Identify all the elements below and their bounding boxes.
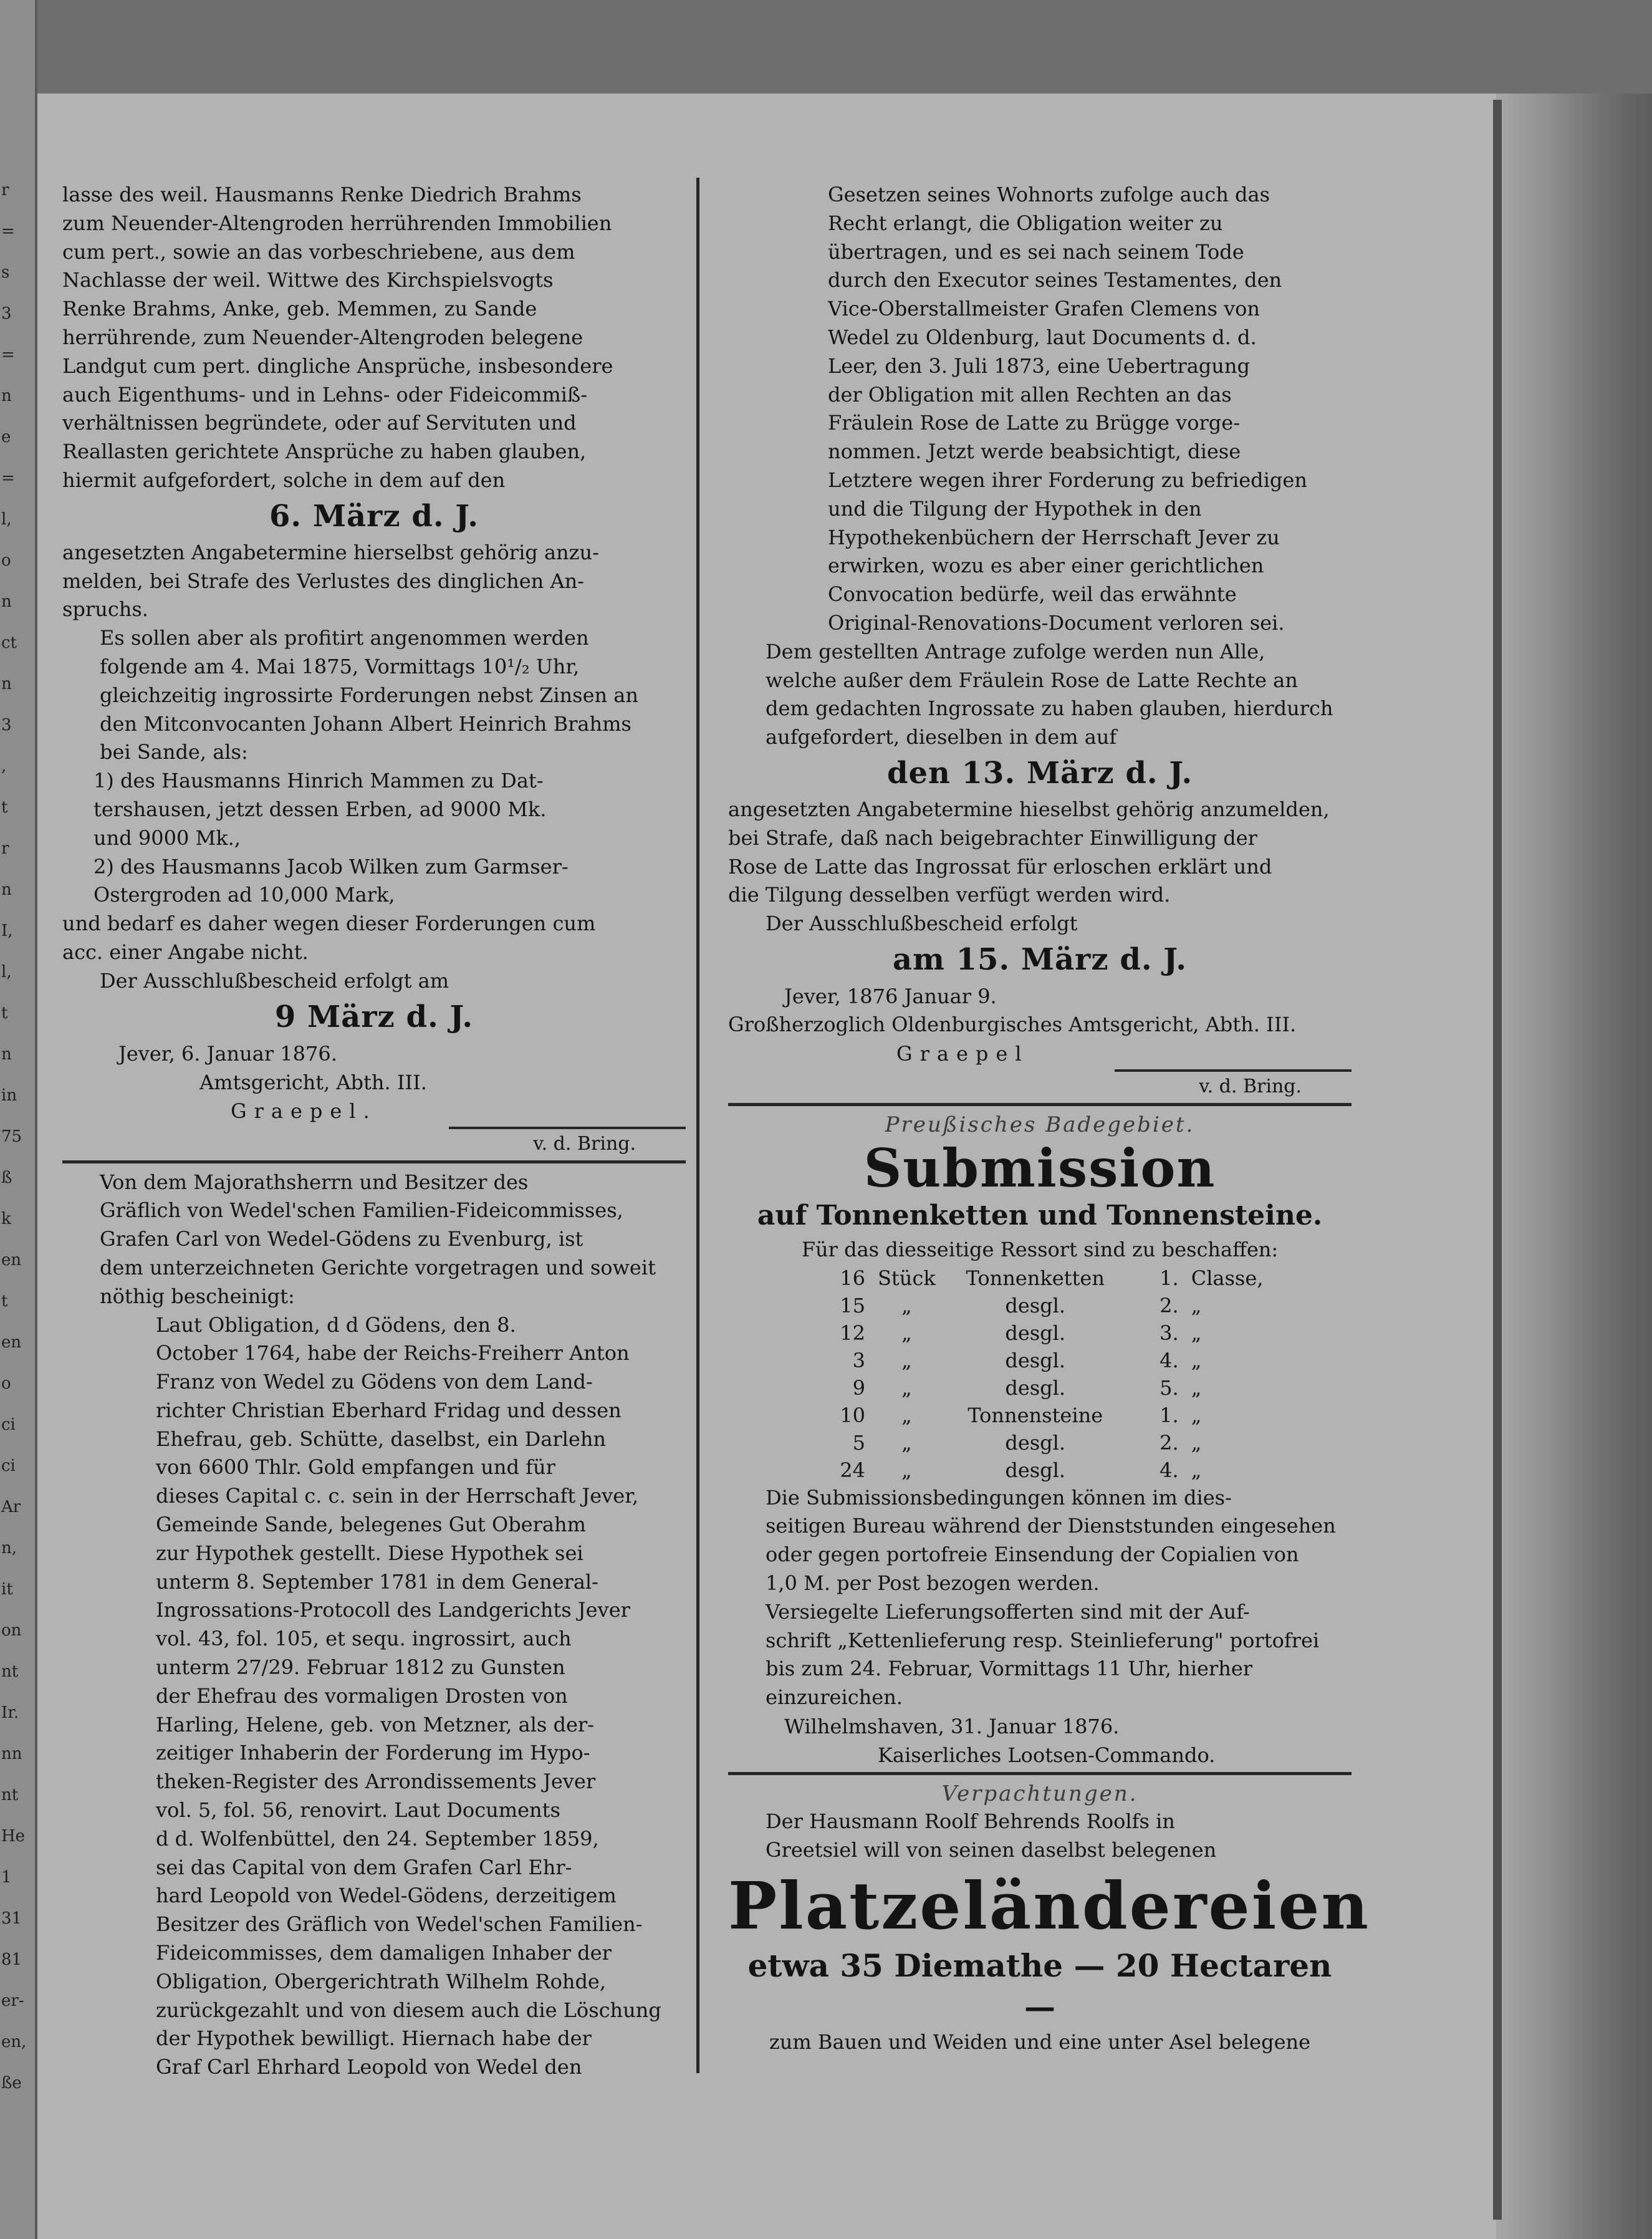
margin-fragment: t [1,1004,8,1023]
right-court: Großherzoglich Oldenburgisches Amtsgericht, Abth. III. [728,1012,1297,1036]
text-line: Rose de Latte das Ingrossat für erloschen erklärt und [728,854,1272,879]
left-item-2 [62,853,686,910]
text-line: bis zum 24. Februar, Vormittags 11 Uhr, hierher [766,1657,1253,1681]
book-gutter [1493,100,1502,2220]
left-date-2: 9 März d. J. [274,999,474,1034]
text-line: herrührende, zum Neuender-Altengroden belegene [62,325,583,349]
margin-fragment: t [1,1292,8,1311]
text-line: die Tilgung desselben verfügt werden wird. [728,883,1171,907]
text-line: Wedel zu Oldenburg, laut Documents d. d. [828,325,1257,349]
table-row [822,1347,1279,1374]
margin-fragment: en [1,1251,22,1269]
margin-fragment: t [1,798,8,817]
margin-fragment: o [1,551,11,570]
text-line: Grafen Carl von Wedel-Gödens zu Evenburg, ist [100,1227,583,1251]
left-item-1 [62,767,686,852]
margin-fragment: = [1,345,15,364]
table-cell-num: 16 [840,1266,865,1290]
text-line: Nachlasse der weil. Wittwe des Kirchspielsvogts [62,268,554,292]
text-line: Letztere wegen ihrer Forderung zu befriedigen [828,468,1307,492]
table-cell-item: desgl. [1005,1348,1066,1372]
text-line: lasse des weil. Hausmanns Renke Diedrich Brahms [62,183,582,206]
table-cell-cls: 2. [1160,1293,1179,1317]
margin-fragment: ß [1,1168,12,1187]
table-cell-num: 3 [852,1348,865,1372]
text-line: Renke Brahms, Anke, geb. Memmen, zu Sande [62,297,537,321]
text-line: Besitzer des Gräflich von Wedel'schen Familien- [156,1912,643,1937]
left-countersign-rule [449,1127,686,1129]
submission-signature: Kaiserliches Lootsen-Commando. [878,1743,1216,1767]
text-line: der Ehefrau des vormaligen Drosten von [156,1683,568,1708]
table-cell-qt: „ [901,1430,912,1455]
text-line: Dem gestellten Antrage zufolge werden nun Alle, [766,639,1265,663]
section-head-badegebiet: Preußisches Badegebiet. [885,1112,1195,1137]
table-row [822,1374,1279,1402]
margin-fragment: e [1,428,11,446]
left-paragraph-2 [62,539,686,624]
text-line: und 9000 Mk., [94,826,241,850]
text-line: hard Leopold von Wedel-Gödens, derzeitigem [156,1884,617,1908]
table-cell-item: Tonnensteine [968,1403,1103,1427]
table-row [822,1264,1279,1292]
right-section-rule-1 [728,1103,1352,1106]
margin-fragment: it [1,1580,13,1599]
right-paragraph-2 [728,638,1352,752]
margin-fragment: s [1,263,10,282]
table-row [822,1319,1279,1347]
text-line: nöthig bescheinigt: [100,1284,295,1308]
text-line: vol. 5, fol. 56, renovirt. Laut Documents [156,1798,560,1822]
table-cell-cls: 3. [1160,1321,1179,1345]
table-cell-cls: 1. [1160,1266,1179,1290]
text-line: dieses Capital c. c. sein in der Herrschaft Jever, [156,1484,639,1508]
text-line: Reallasten gerichtete Ansprüche zu haben glauben, [62,440,587,464]
margin-fragment: ci [1,1457,16,1475]
text-line: zeitiger Inhaberin der Forderung im Hypo- [156,1741,590,1765]
table-cell-item: desgl. [1005,1458,1066,1482]
margin-fragment: r [1,839,9,858]
table-cell-item: desgl. [1005,1375,1066,1400]
margin-fragment: , [1,757,7,776]
text-line: einzureichen. [766,1685,903,1710]
text-line: übertragen, und es sei nach seinem Tode [828,239,1244,264]
text-line: 1,0 M. per Post bezogen werden. [766,1571,1100,1595]
text-line: zurückgezahlt und von diesem auch die Löschung [156,1998,661,2022]
table-row [822,1457,1279,1484]
table-cell-num: 15 [840,1293,865,1317]
text-line: Laut Obligation, d d Gödens, den 8. [156,1312,516,1337]
left-countersign: v. d. Bring. [533,1132,636,1155]
text-line: von 6600 Thlr. Gold empfangen und für [156,1455,555,1480]
text-line: nommen. Jetzt werde beabsichtigt, diese [828,440,1241,464]
margin-fragment: n [1,387,12,405]
text-line: Harling, Helene, geb. von Metzner, als der- [156,1712,594,1736]
last-line: zum Bauen und Weiden und eine unter Asel belegene [769,2030,1311,2054]
text-line: cum pert., sowie an das vorbeschriebene, aus dem [62,239,575,264]
margin-fragment: nt [1,1662,19,1681]
margin-fragment: 81 [1,1950,22,1969]
text-line: unterm 8. September 1781 in dem General- [156,1569,598,1594]
text-line: Die Submissionsbedingungen können im dies- [766,1485,1232,1510]
text-line: Der Hausmann Roolf Behrends Roolfs in [766,1809,1175,1833]
table-cell-qt: „ [901,1403,912,1427]
margin-fragment: n, [1,1539,17,1558]
text-line: October 1764, habe der Reichs-Freiherr Anton [156,1341,630,1365]
text-line: Ingrossations-Protocoll des Landgerichts Jever [156,1598,630,1622]
margin-fragment: 3 [1,304,12,323]
table-cell-qt: Stück [878,1266,936,1290]
submission-intro: Für das diesseitige Ressort sind zu beschaffen: [801,1237,1279,1261]
table-cell-cls: 2. [1160,1430,1179,1455]
margin-fragment: ße [1,2074,22,2092]
text-line: angesetzten Angabetermine hierselbst gehörig anzu- [62,540,599,564]
table-cell-num: 5 [852,1430,865,1455]
column-divider [696,178,699,2073]
right-paragraph-3 [728,796,1352,910]
text-line: Convocation bedürfe, weil das erwähnte [828,582,1237,607]
text-line: erwirken, wozu es aber einer gerichtlichen [828,554,1264,578]
margin-fragment: er- [1,1991,24,2010]
text-line: Obligation, Obergerichtrath Wilhelm Rohde, [156,1969,607,1993]
right-signature: Graepel [896,1041,1029,1066]
margin-fragment: = [1,222,15,241]
margin-fragment: in [1,1086,17,1105]
text-line: gleichzeitig ingrossirte Forderungen nebst Zinsen an [100,683,638,707]
text-line: Graf Carl Ehrhard Leopold von Wedel den [156,2055,582,2079]
submission-title: Submission [863,1137,1216,1199]
text-line: folgende am 4. Mai 1875, Vormittags 10¹/₂ Uhr, [100,654,580,678]
left-paragraph-5 [62,1168,686,1311]
text-line: der Hypothek bewilligt. Hiernach habe der [156,2026,592,2051]
margin-fragment: He [1,1827,26,1846]
text-line: d d. Wolfenbüttel, den 24. September 1859, [156,1826,599,1851]
text-line: zum Neuender-Altengroden herrührenden Immobilien [62,211,612,235]
left-paragraph-6 [62,1311,686,2083]
table-cell-qt: „ [901,1321,912,1345]
left-paragraph-4 [62,910,686,967]
table-row [822,1429,1279,1457]
plat-title: Platzeländereien [728,1867,1371,1945]
text-line: und bedarf es daher wegen dieser Forderungen cum [62,912,596,936]
text-line: melden, bei Strafe des Verlustes des dinglichen An- [62,569,584,593]
text-line: angesetzten Angabetermine hieselbst gehörig anzumelden, [728,797,1330,821]
text-line: 2) des Hausmanns Jacob Wilken zum Garmser- [94,854,569,879]
text-line: spruchs. [62,597,148,622]
text-line: Fideicommisses, dem damaligen Inhaber der [156,1941,612,1965]
text-line: Franz von Wedel zu Gödens von dem Land- [156,1370,593,1394]
table-cell-suf: Classe, [1191,1266,1264,1290]
table-cell-suf: „ [1191,1430,1202,1455]
text-line: seitigen Bureau während der Dienststunden eingesehen [766,1514,1336,1538]
text-line: Original-Renovations-Document verloren sei. [828,610,1285,635]
right-date-1: den 13. März d. J. [886,755,1193,791]
table-cell-cls: 1. [1160,1403,1179,1427]
right-countersign: v. d. Bring. [1199,1075,1302,1097]
margin-fragment: 1 [1,1868,12,1887]
text-line: 1) des Hausmanns Hinrich Mammen zu Dat- [94,769,544,793]
text-line: hiermit aufgefordert, solche in dem auf den [62,468,506,492]
table-cell-item: desgl. [1005,1321,1066,1345]
text-line: bei Sande, als: [100,740,248,764]
margin-fragment: o [1,1374,11,1393]
right-countersign-rule [1115,1069,1352,1072]
table-cell-suf: „ [1191,1321,1202,1345]
table-cell-suf: „ [1191,1293,1202,1317]
text-line: Gesetzen seines Wohnorts zufolge auch das [828,183,1270,206]
text-line: dem gedachten Ingrossate zu haben glauben, hierdurch [766,696,1333,721]
ketten-table [822,1264,1279,1484]
margin-fragment: en, [1,2033,27,2051]
left-paragraph-3 [62,624,686,767]
table-cell-num: 24 [840,1458,865,1482]
facing-page-edge [0,0,35,2239]
margin-fragment: 75 [1,1127,22,1146]
text-line: richter Christian Eberhard Fridag und dessen [156,1398,622,1422]
table-cell-suf: „ [1191,1458,1202,1482]
margin-fragment: n [1,592,12,611]
text-line: dem unterzeichneten Gerichte vorgetragen und soweit [100,1255,656,1279]
margin-fragment: k [1,1210,11,1228]
margin-fragment: 3 [1,716,12,734]
text-line: oder gegen portofreie Einsendung der Copialien von [766,1543,1299,1567]
table-cell-item: desgl. [1005,1430,1066,1455]
margin-fragment: ct [1,633,17,652]
margin-fragment: Ir. [1,1703,19,1722]
text-line: Greetsiel will von seinen daselbst belegenen [766,1837,1217,1862]
left-place-date: Jever, 6. Januar 1876. [118,1041,337,1066]
text-line: unterm 27/29. Februar 1812 zu Gunsten [156,1655,565,1680]
text-line: Landgut cum pert. dingliche Ansprüche, insbesondere [62,354,613,378]
text-line: und die Tilgung der Hypothek in den [828,496,1202,521]
margin-fragment: on [1,1621,22,1640]
text-line: zur Hypothek gestellt. Diese Hypothek sei [156,1541,583,1565]
text-line: verhältnissen begründete, oder auf Servituten und [62,411,577,435]
text-line: Recht erlangt, die Obligation weiter zu [828,211,1223,235]
text-line: der Obligation mit allen Rechten an das [828,382,1232,407]
text-line: vol. 43, fol. 105, et sequ. ingrossirt, auch [156,1627,572,1651]
margin-fragment: n [1,880,12,899]
text-line: Ostergroden ad 10,000 Mark, [94,883,395,907]
table-cell-suf: „ [1191,1348,1202,1372]
right-column [728,181,1371,2056]
right-paragraph-4 [728,1484,1352,1598]
text-line: acc. einer Angabe nicht. [62,940,309,964]
table-cell-item: desgl. [1005,1293,1066,1317]
right-ausschluss: Der Ausschlußbescheid erfolgt [766,912,1078,936]
text-line: Hypothekenbüchern der Herrschaft Jever zu [828,525,1280,549]
left-date-1: 6. März d. J. [269,498,479,534]
text-line: auch Eigenthums- und in Lehns- oder Fideicommiß- [62,382,588,407]
table-cell-suf: „ [1191,1375,1202,1400]
table-cell-num: 10 [840,1403,865,1427]
margin-fragment: r [1,181,9,200]
table-cell-cls: 4. [1160,1458,1179,1482]
margin-fragment: 31 [1,1909,22,1928]
submission-place-date: Wilhelmshaven, 31. Januar 1876. [784,1714,1120,1738]
right-place-date: Jever, 1876 Januar 9. [784,984,997,1008]
text-line: Es sollen aber als profitirt angenommen werden [100,626,589,650]
left-court: Amtsgericht, Abth. III. [199,1070,427,1094]
margin-fragment: nn [1,1745,22,1763]
table-row [822,1402,1279,1429]
table-cell-num: 12 [840,1321,865,1345]
table-row [822,1292,1279,1319]
table-cell-qt: „ [901,1293,912,1317]
text-line: schrift „Kettenlieferung resp. Steinlieferung" portofrei [766,1628,1320,1652]
left-paragraph-1 [62,181,686,495]
text-line: Fräulein Rose de Latte zu Brügge vorge- [828,411,1241,435]
text-line: sei das Capital von dem Grafen Carl Ehr- [156,1855,572,1879]
margin-fragment: en [1,1333,22,1352]
margin-fragment: ci [1,1415,16,1434]
text-line: tershausen, jetzt dessen Erben, ad 9000 Mk. [94,797,547,821]
table-cell-cls: 4. [1160,1348,1179,1372]
margin-fragment: Ar [1,1498,21,1516]
text-line: Gräflich von Wedel'schen Familien-Fideicommisses, [100,1198,623,1223]
table-cell-qt: „ [901,1348,912,1372]
right-date-2: am 15. März d. J. [893,941,1187,977]
right-section-rule-2 [728,1772,1352,1775]
text-line: Leer, den 3. Juli 1873, eine Uebertragung [828,354,1250,378]
text-line: Versiegelte Lieferungsofferten sind mit der Auf- [766,1599,1250,1624]
margin-fragment: l, [1,510,12,529]
left-ausschluss: Der Ausschlußbescheid erfolgt am [100,968,449,993]
text-line: durch den Executor seines Testamentes, den [828,268,1282,292]
etwa-line: etwa 35 Diemathe — 20 Hectaren — [747,1947,1332,2026]
text-line: Von dem Majorathsherrn und Besitzer des [100,1170,529,1194]
right-paragraph-1 [728,181,1352,638]
page-curl-edge [1496,94,1652,2239]
table-cell-qt: „ [901,1375,912,1400]
text-line: welche außer dem Fräulein Rose de Latte Rechte an [766,668,1298,692]
text-line: bei Strafe, daß nach beigebrachter Einwilligung der [728,826,1257,850]
right-paragraph-6 [728,1808,1352,1865]
table-cell-num: 9 [852,1375,865,1400]
text-line: theken-Register des Arrondissements Jever [156,1770,596,1794]
margin-fragment: I, [1,922,13,940]
text-line: Vice-Oberstallmeister Grafen Clemens von [828,297,1261,321]
table-cell-suf: „ [1191,1403,1202,1427]
left-column [62,181,686,2082]
left-signature: Graepel. [231,1099,377,1123]
margin-fragment: n [1,1045,12,1064]
submission-subtitle: auf Tonnenketten und Tonnensteine. [757,1199,1323,1231]
margin-fragment: = [1,469,15,488]
margin-fragment: l, [1,963,12,981]
table-cell-cls: 5. [1160,1375,1179,1400]
section-head-verpachtungen: Verpachtungen. [941,1781,1138,1806]
margin-fragment: n [1,675,12,693]
text-line: Gemeinde Sande, belegenes Gut Oberahm [156,1513,586,1537]
text-line: aufgefordert, dieselben in dem auf [766,725,1117,749]
table-cell-item: Tonnenketten [966,1266,1105,1290]
left-section-rule [62,1160,686,1163]
text-line: den Mitconvocanten Johann Albert Heinrich Brahms [100,711,632,736]
table-cell-qt: „ [901,1458,912,1482]
margin-fragment: nt [1,1786,19,1804]
right-paragraph-5 [728,1598,1352,1712]
text-line: Ehefrau, geb. Schütte, daselbst, ein Darlehn [156,1427,607,1451]
